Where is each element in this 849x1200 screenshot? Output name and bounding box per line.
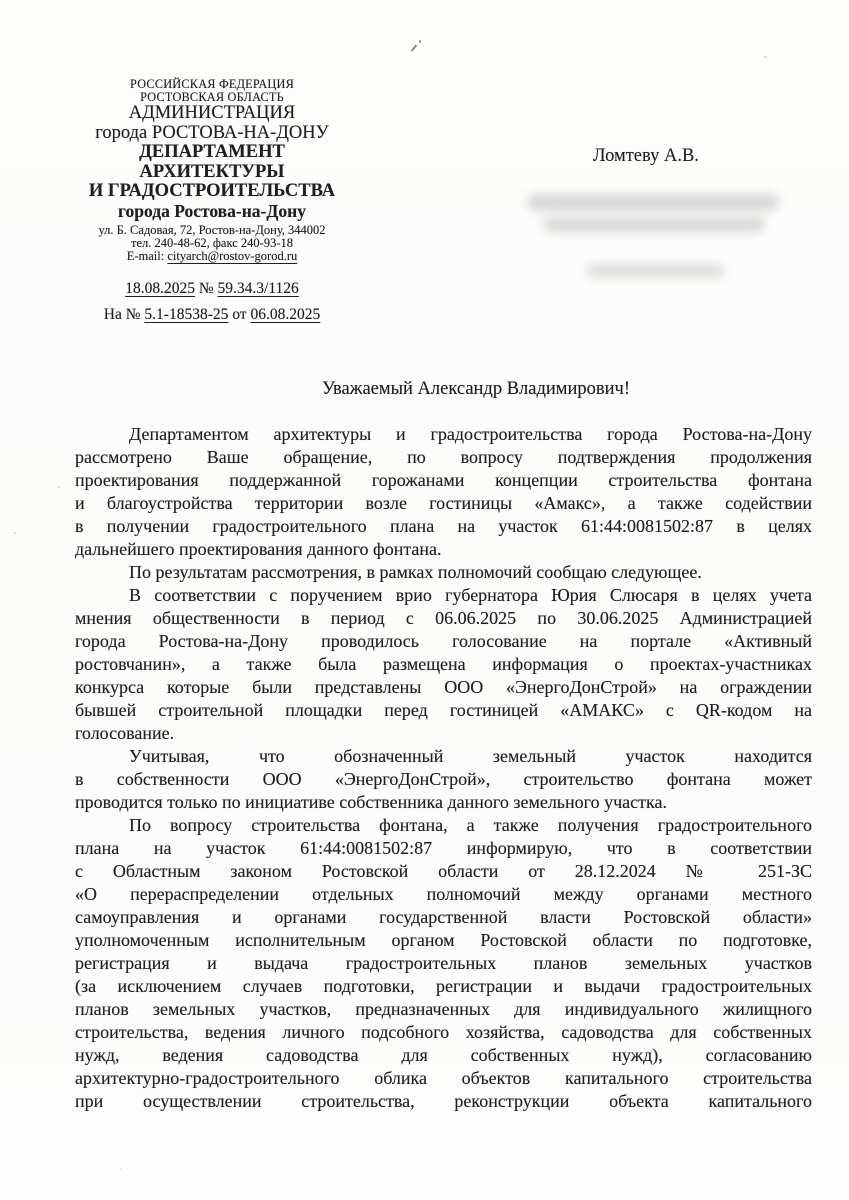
body-line: рассмотрено Ваше обращение, по вопросу подтверждения продолжения bbox=[75, 447, 812, 467]
letterhead-department-line3: И ГРАДОСТРОИТЕЛЬСТВА bbox=[88, 181, 336, 201]
body-line: плана на участок 61:44:0081502:87 информирую, что в соответствии bbox=[75, 838, 812, 858]
redacted-address-line-2 bbox=[543, 217, 765, 232]
recipient-name: Ломтеву А.В. bbox=[593, 146, 699, 166]
body-line: строительства, ведения личного подсобного хозяйства, садоводства для собственных bbox=[75, 1022, 812, 1042]
body-line: конкурса которые были представлены ООО «ЭнергоДонСтрой» на ограждении bbox=[75, 677, 812, 697]
body-line: в собственности ООО «ЭнергоДонСтрой», строительство фонтана может bbox=[75, 769, 812, 789]
body-line: бывшей строительной площадки перед гостиницей «АМАКС» с QR-кодом на bbox=[75, 700, 812, 720]
body-paragraph bbox=[75, 423, 812, 561]
letterhead-contacts bbox=[86, 224, 338, 263]
reference-numbers bbox=[86, 280, 338, 324]
incoming-date: 06.08.2025 bbox=[250, 306, 321, 323]
letterhead-department-line1: ДЕПАРТАМЕНТ bbox=[139, 142, 285, 162]
body-line: По вопросу строительства фонтана, а также получения градостроительного bbox=[129, 815, 812, 835]
email-label: E-mail: bbox=[126, 249, 165, 263]
body-line: дальнейшего проектирования данного фонтана. bbox=[75, 539, 442, 559]
body-line: планов земельных участков, предназначенных для индивидуального жилищного bbox=[75, 999, 812, 1019]
body-line: уполномоченным исполнительным органом Ростовской области по подготовке, bbox=[75, 930, 812, 950]
letter-body bbox=[75, 423, 812, 1113]
body-line: проводится только по инициативе собственника данного земельного участка. bbox=[75, 792, 667, 812]
outgoing-date: 18.08.2025 bbox=[125, 280, 195, 297]
redacted-email-line bbox=[586, 264, 724, 278]
letterhead-department-line2: АРХИТЕКТУРЫ bbox=[139, 161, 285, 182]
scan-speck bbox=[764, 56, 767, 58]
body-line: Учитывая, что обозначенный земельный участок находится bbox=[129, 746, 812, 766]
incoming-from-word: от bbox=[232, 306, 247, 323]
scan-speck bbox=[14, 532, 16, 534]
email-address: cityarch@rostov-gorod.ru bbox=[167, 249, 298, 263]
body-line: нужд, ведения садоводства для собственных нужд), согласованию bbox=[75, 1045, 812, 1065]
body-line: с Областным законом Ростовской области от 28.12.2024 № 251-ЗС bbox=[75, 861, 812, 881]
scan-artifact-mark bbox=[419, 40, 421, 43]
body-line: мнения общественности в период с 06.06.2025 по 30.06.2025 Администрацией bbox=[75, 608, 812, 628]
outgoing-number: 59.34.3/1126 bbox=[217, 280, 299, 297]
outgoing-reference bbox=[86, 280, 338, 298]
body-paragraph bbox=[75, 561, 812, 584]
body-line: (за исключением случаев подготовки, регистрации и выдачи градостроительных bbox=[75, 976, 812, 996]
letterhead bbox=[86, 78, 338, 324]
body-paragraph bbox=[75, 814, 812, 1113]
body-line: города Ростова-на-Дону проводилось голосование на портале «Активный bbox=[75, 631, 812, 651]
salutation: Уважаемый Александр Владимирович! bbox=[321, 379, 631, 399]
body-line: при осуществлении строительства, реконструкции объекта капитального bbox=[75, 1091, 812, 1111]
body-line: в получении градостроительного плана на участок 61:44:0081502:87 в целях bbox=[75, 516, 812, 536]
body-paragraph bbox=[75, 745, 812, 814]
incoming-number: 5.1-18538-25 bbox=[144, 306, 229, 323]
redacted-address-line-1 bbox=[527, 194, 779, 211]
letterhead-country: РОССИЙСКАЯ ФЕДЕРАЦИЯ bbox=[130, 77, 294, 91]
body-line: «О перераспределении отдельных полномочий между органами местного bbox=[75, 884, 812, 904]
letterhead-administration-city: города РОСТОВА-НА-ДОНУ bbox=[95, 122, 329, 143]
number-sign: № bbox=[198, 280, 214, 297]
body-line: Департаментом архитектуры и градостроительства города Ростова-на-Дону bbox=[129, 424, 812, 444]
body-line: самоуправления и органами государственной власти Ростовской области» bbox=[75, 907, 812, 927]
body-line: По результатам рассмотрения, в рамках полномочий сообщаю следующее. bbox=[129, 562, 702, 582]
incoming-prefix: На № bbox=[103, 306, 141, 323]
letter-content bbox=[75, 377, 812, 1113]
scan-speck bbox=[120, 1168, 122, 1170]
letterhead-phone-fax: тел. 240-48-62, факс 240-93-18 bbox=[131, 236, 293, 250]
body-line: и благоустройства территории возле гостиницы «Амакс», а также содействии bbox=[75, 493, 812, 513]
scan-artifact-mark bbox=[411, 44, 418, 52]
body-line: регистрация и выдача градостроительных планов земельных участков bbox=[75, 953, 812, 973]
letterhead-email-line bbox=[86, 250, 338, 263]
body-line: архитектурно-градостроительного облика объектов капитального строительства bbox=[75, 1068, 812, 1088]
letterhead-address: ул. Б. Садовая, 72, Ростов-на-Дону, 344002 bbox=[98, 223, 326, 237]
letterhead-region: РОСТОВСКАЯ ОБЛАСТЬ bbox=[140, 90, 284, 104]
body-line: проектирования поддержанной горожанами концепции строительства фонтана bbox=[75, 470, 812, 490]
body-line: голосование. bbox=[75, 723, 175, 743]
body-line: ростовчанин», а также была размещена информация о проектах-участниках bbox=[75, 654, 812, 674]
body-paragraph bbox=[75, 584, 812, 745]
scan-speck bbox=[58, 486, 60, 488]
body-line: В соответствии с поручением врио губернатора Юрия Слюсаря в целях учета bbox=[129, 585, 812, 605]
letterhead-department-city: города Ростова-на-Дону bbox=[118, 200, 306, 221]
incoming-reference bbox=[86, 306, 338, 324]
letterhead-administration: АДМИНИСТРАЦИЯ bbox=[128, 103, 296, 123]
